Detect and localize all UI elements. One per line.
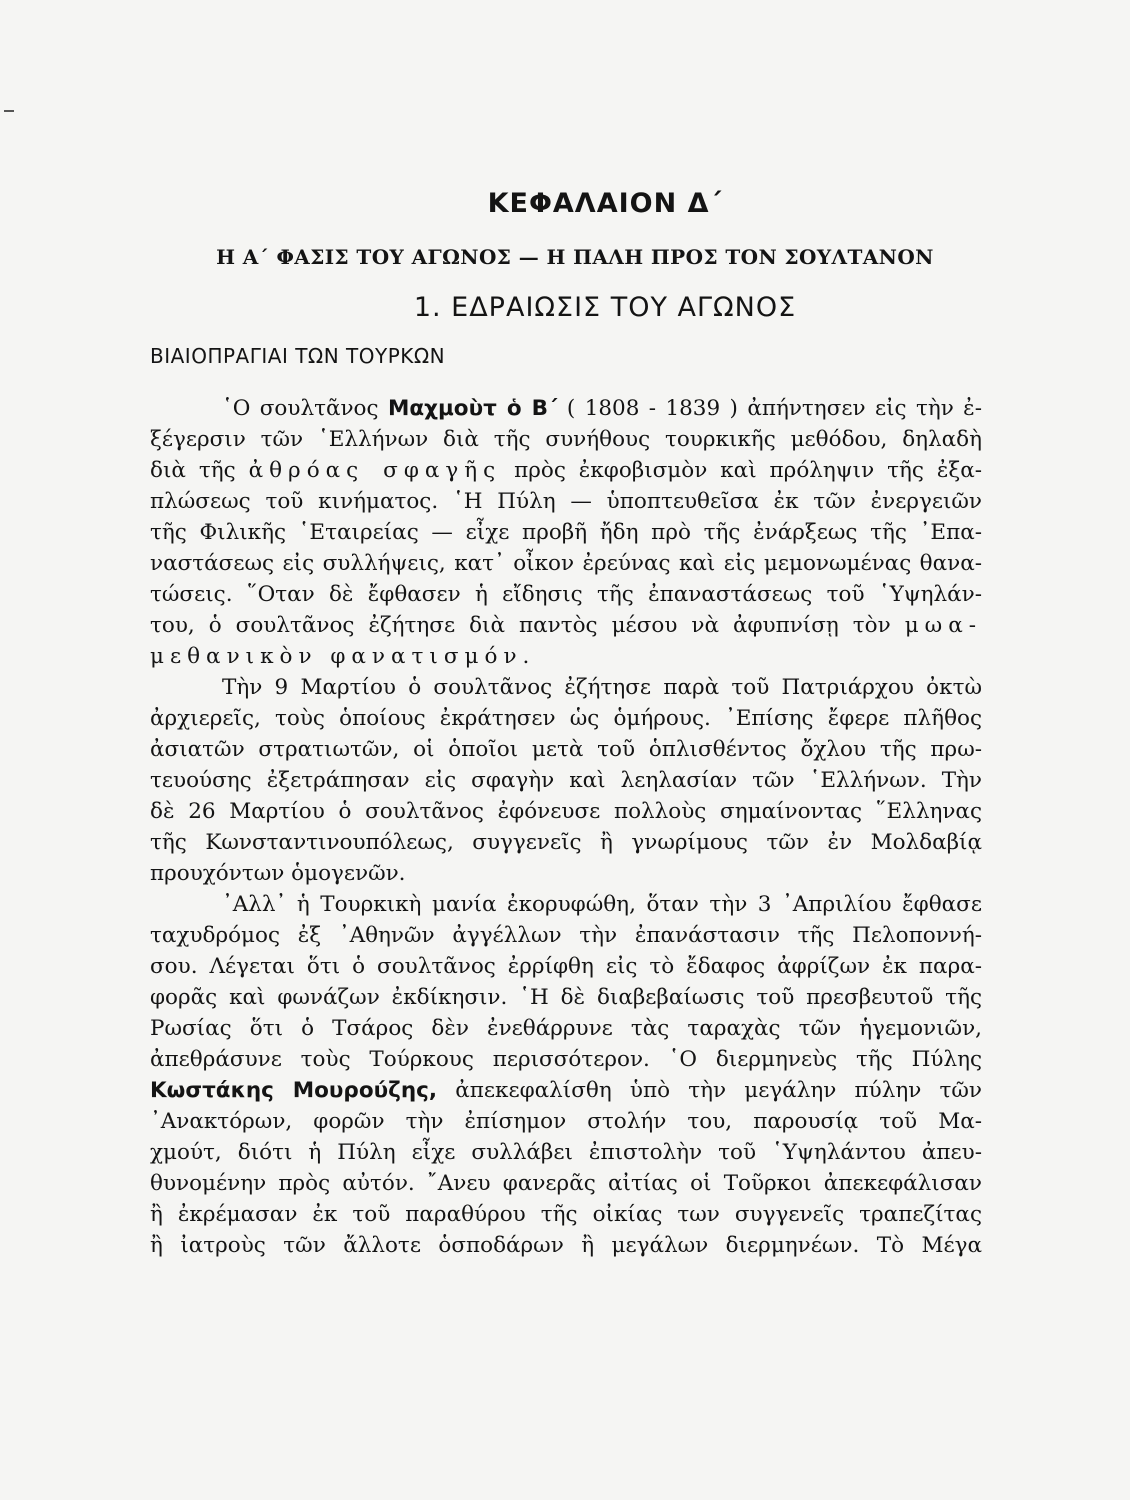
- section-title: 1. ΕΔΡΑΙΩΣΙΣ ΤΟΥ ΑΓΩΝΟΣ: [413, 292, 797, 323]
- text-line: μεθανικὸν φανατισμόν.: [150, 644, 536, 669]
- text-line: Τὴν 9 Μαρτίου ὁ σουλτᾶνος ἐζήτησε παρὰ τοῦ Πατριάρχου ὀκτὼ: [222, 675, 982, 700]
- text-line: ᾽Ανακτόρων, φορῶν τὴν ἐπίσημον στολήν του, παρουσίᾳ τοῦ Μα-: [150, 1109, 982, 1134]
- text-line: τευούσης ἐξετράπησαν εἰς σφαγὴν καὶ λεηλασίαν τῶν ῾Ελλήνων. Τὴν: [150, 768, 982, 793]
- text-line: τώσεις. ῞Οταν δὲ ἔφθασεν ἡ εἴδησις τῆς ἐπαναστάσεως τοῦ ῾Υψηλάν-: [150, 582, 982, 607]
- text-line: ἀπεθράσυνε τοὺς Τούρκους περισσότερον. ῾Ο διερμηνεὺς τῆς Πύλης: [150, 1047, 982, 1072]
- bold-name-mahmud: Μαχμοὺτ ὁ Β΄: [387, 396, 558, 421]
- text-line: θυνομένην πρὸς αὐτόν. ῎Ανευ φανερᾶς αἰτίας οἱ Τοῦρκοι ἀπεκεφάλισαν: [150, 1171, 982, 1196]
- text-line: [150, 455, 982, 486]
- body-text: [150, 393, 982, 1261]
- text-span: του, ὁ σουλτᾶνος ἐζήτησε διὰ παντὸς μέσου νὰ ἀφυπνίσῃ τὸν: [150, 613, 891, 638]
- spaced-emphasis: μωα-: [904, 613, 982, 638]
- chapter-title: ΚΕΦΑΛΑΙΟΝ Δ΄: [487, 188, 723, 219]
- text-span: διὰ τῆς: [150, 458, 236, 483]
- text-line: ταχυδρόμος ἐξ ᾽Αθηνῶν ἀγγέλλων τὴν ἐπανάστασιν τῆς Πελοποννή-: [150, 923, 982, 948]
- text-line: σου. Λέγεται ὅτι ὁ σουλτᾶνος ἐρρίφθη εἰς τὸ ἔδαφος ἀφρίζων ἐκ παρα-: [150, 954, 982, 979]
- chapter-subtitle: Η Α΄ ΦΑΣΙΣ ΤΟΥ ΑΓΩΝΟΣ — Η ΠΑΛΗ ΠΡΟΣ ΤΟΝ ΣΟΥΛΤΑΝΟΝ: [216, 245, 934, 269]
- spaced-emphasis: ἀθρόας σφαγῆς: [248, 458, 502, 483]
- text-line: [150, 610, 982, 641]
- text-line: ἢ ἰατροὺς τῶν ἄλλοτε ὁσποδάρων ἢ μεγάλων διερμηνέων. Τὸ Μέγα: [150, 1233, 982, 1258]
- text-line: πλώσεως τοῦ κινήματος. ῾Η Πύλη — ὑποπτευθεῖσα ἐκ τῶν ἐνεργειῶν: [150, 489, 982, 514]
- text-line: Ρωσίας ὅτι ὁ Τσάρος δὲν ἐνεθάρρυνε τὰς ταραχὰς τῶν ἡγεμονιῶν,: [150, 1016, 982, 1041]
- text-line: τῆς Κωνσταντινουπόλεως, συγγενεῖς ἢ γνωρίμους τῶν ἐν Μολδαβίᾳ: [150, 830, 982, 855]
- text-span: ῾Ο σουλτᾶνος: [222, 396, 379, 421]
- text-line: φορᾶς καὶ φωνάζων ἐκδίκησιν. ῾Η δὲ διαβεβαίωσις τοῦ πρεσβευτοῦ τῆς: [150, 985, 982, 1010]
- subheading: ΒΙΑΙΟΠΡΑΓΙΑΙ ΤΩΝ ΤΟΥΡΚΩΝ: [150, 344, 446, 368]
- text-line: ναστάσεως εἰς συλλήψεις, κατ᾽ οἶκον ἐρεύνας καὶ εἰς μεμονωμένας θανα-: [150, 551, 982, 576]
- text-line: ἀσιατῶν στρατιωτῶν, οἱ ὁποῖοι μετὰ τοῦ ὁπλισθέντος ὄχλου τῆς πρω-: [150, 737, 982, 762]
- text-line: ξέγερσιν τῶν ῾Ελλήνων διὰ τῆς συνήθους τουρκικῆς μεθόδου, δηλαδὴ: [150, 427, 982, 452]
- text-line: δὲ 26 Μαρτίου ὁ σουλτᾶνος ἐφόνευσε πολλοὺς σημαίνοντας ῞Ελληνας: [150, 799, 982, 824]
- text-line: τῆς Φιλικῆς ῾Εταιρείας — εἶχε προβῆ ἤδη πρὸ τῆς ἐνάρξεως τῆς ᾽Επα-: [150, 520, 982, 545]
- text-line: χμούτ, διότι ἡ Πύλη εἶχε συλλάβει ἐπιστολὴν τοῦ ῾Υψηλάντου ἀπευ-: [150, 1140, 982, 1165]
- text-line: ἢ ἐκρέμασαν ἐκ τοῦ παραθύρου τῆς οἰκίας των συγγενεῖς τραπεζίτας: [150, 1202, 982, 1227]
- scan-edge-mark: [4, 110, 14, 112]
- text-span: ( 1808 - 1839 ) ἀπήντησεν εἰς τὴν ἐ-: [566, 396, 982, 421]
- text-line: προυχόντων ὁμογενῶν.: [150, 861, 406, 886]
- text-line: [150, 1075, 982, 1106]
- text-span: πρὸς ἐκφοβισμὸν καὶ πρόληψιν τῆς ἐξα-: [514, 458, 982, 483]
- text-line: ἀρχιερεῖς, τοὺς ὁποίους ἐκράτησεν ὡς ὁμήρους. ᾽Επίσης ἔφερε πλῆθος: [150, 706, 982, 731]
- text-line: [150, 393, 982, 424]
- text-span: ἀπεκεφαλίσθη ὑπὸ τὴν μεγάλην πύλην τῶν: [455, 1078, 982, 1103]
- bold-name-mourouzis: Κωστάκης Μουρούζης,: [150, 1078, 438, 1103]
- text-line: ᾽Αλλ᾽ ἡ Τουρκικὴ μανία ἐκορυφώθη, ὅταν τὴν 3 ᾽Απριλίου ἔφθασε: [222, 892, 982, 917]
